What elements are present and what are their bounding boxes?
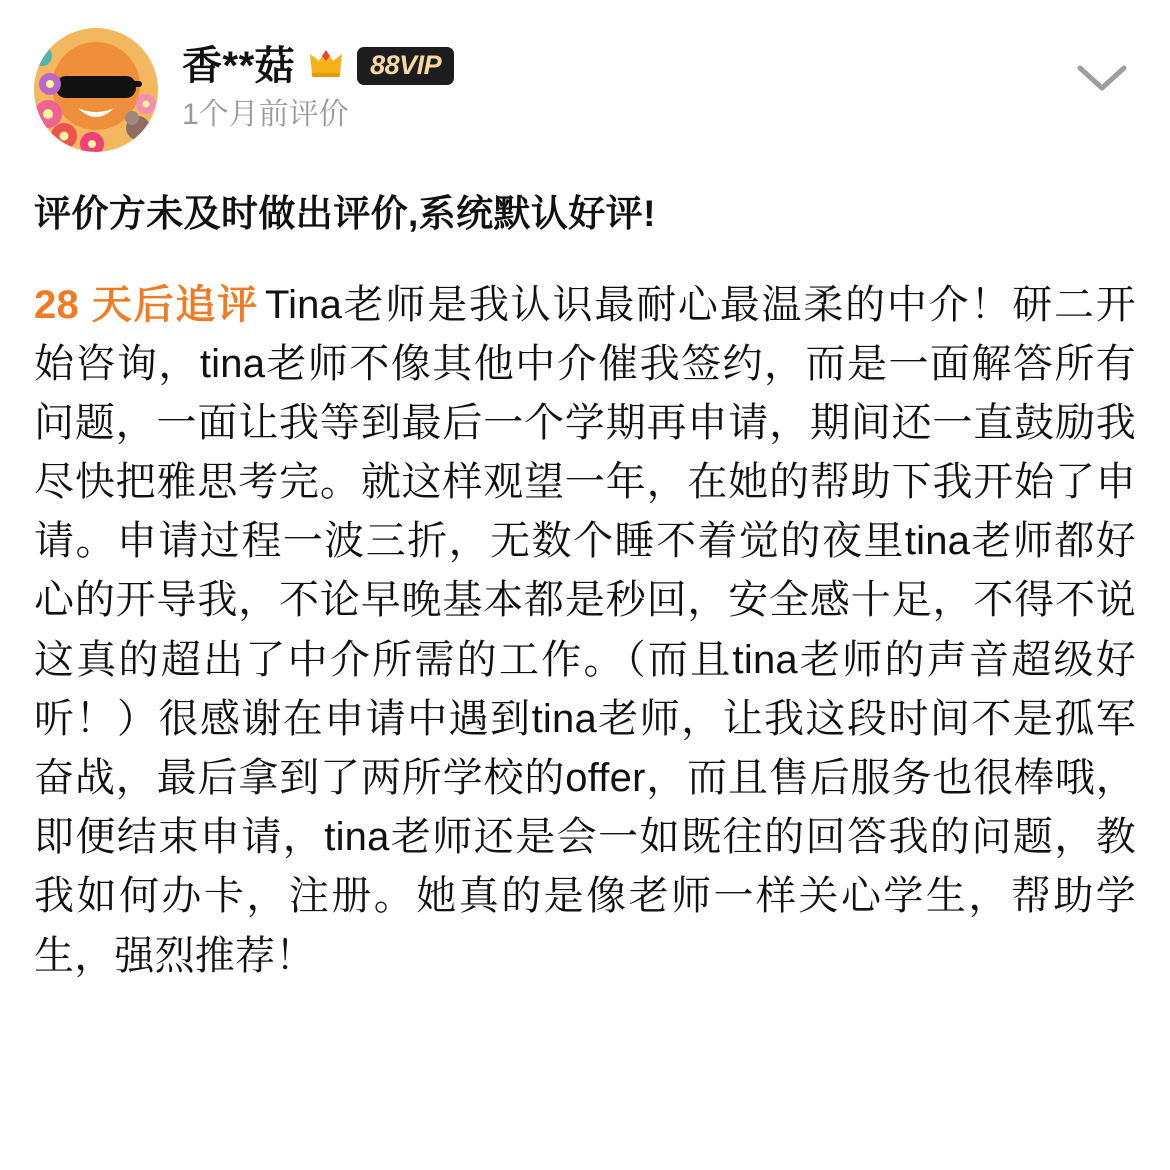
avatar[interactable] [34, 28, 158, 152]
review-time: 1个月前评价 [182, 98, 349, 131]
review-body [34, 160, 1136, 986]
append-review-label: 28 天后追评 [34, 282, 259, 327]
append-review-paragraph [34, 276, 1136, 986]
vip-badge: 88VIP [357, 47, 454, 86]
user-name: 香**菇 [182, 44, 296, 88]
user-name-row [182, 46, 454, 86]
review-header [34, 28, 1136, 160]
user-block [182, 28, 454, 130]
append-review-text: Tina老师是我认识最耐心最温柔的中介！研二开始咨询，tina老师不像其他中介催我签约，而是一面解答所有问题，一面让我等到最后一个学期再申请，期间还一直鼓励我尽快把雅思考完。就这样观望一年，在她的帮助下我开始了申请。申请过程一波三折，无数个睡不着觉的夜里tina老师都好心的开导我，不论早晚基本都是秒回，安全感十足，不得不说这真的超出了中介所需的工作。（而且tina老师的声音超级好听！）很感谢在申请中遇到tina老师，让我这段时间不是孤军奋战，最后拿到了两所学校的offer，而且售后服务也很棒哦，即便结束申请，tina老师还是会一如既往的回答我的问题，教我如何办卡，注册。她真的是像老师一样关心学生，帮助学生，强烈推荐！ [34, 282, 1136, 978]
crown-icon [309, 48, 343, 84]
default-comment-text: 评价方未及时做出评价,系统默认好评! [34, 193, 656, 234]
chevron-down-icon[interactable] [1074, 58, 1130, 98]
